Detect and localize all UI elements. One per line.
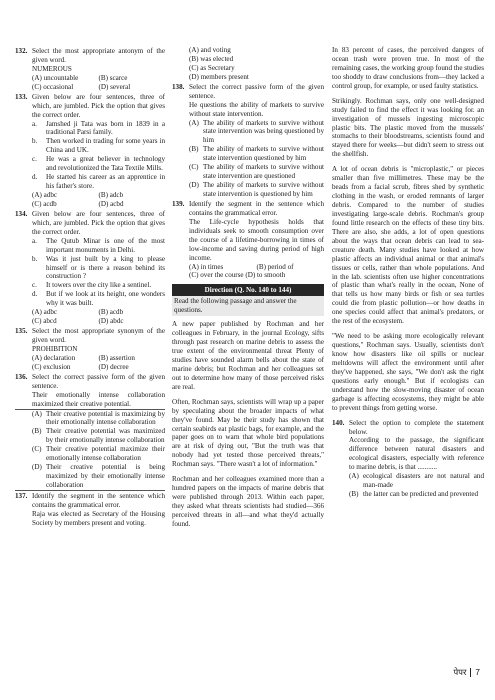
question-sentence: According to the passage, the significant difference between natural disasters and ecological disasters, especially with reference to marine debris, is that ...........: [349, 436, 484, 472]
sentence-item: a. Jamshed ji Tata was born in 1839 in a traditional Parsi family.: [32, 119, 165, 137]
page-footer: [453, 667, 480, 678]
question-text: Identify the segment in the sentence which contains the grammatical error.: [189, 199, 324, 217]
option: (C) as Secretary: [189, 63, 235, 72]
column-left: [15, 46, 165, 528]
question-number: 134.: [15, 209, 28, 218]
question-number: 135.: [15, 327, 28, 336]
passage-paragraph: Strikingly. Rochman says, only one well-designed study failed to find the effect it was looking for. an investigation of mussels ingesting microscopic plastic bits. The plastic moved from the mussels' stomachs to their bloodstreams, scientists found and stayed there for weeks—but didn't seem to stress out the shellfish.: [332, 96, 484, 159]
question-139: [172, 200, 324, 218]
option: (B) was elected: [189, 54, 234, 63]
question-sentence: Raja was elected as Secretary of the Housing Society by members present and voting.: [32, 509, 165, 527]
option: (C) acdb: [32, 199, 57, 208]
column-right: [332, 46, 484, 499]
option: (C) abcd: [32, 317, 57, 326]
options-135: [15, 354, 165, 372]
option: (C) exclusion: [32, 362, 71, 371]
passage-paragraph: A lot of ocean debris is "microplastic," or pieces smaller than five millimetres. These may be the beads from a facial scrub, fibres shed by synthetic clothing in the wash, or eroded remnants of larger debris. Compared to the number of studies investigating large-scale debris. Rochman's group found little research on the effects of these tiny bits. There are also, she adds, a lot of open questions about the ways that ocean debris can lead to sea-creature death. Many studies have looked at how plastic affects an individual animal or that animal's tissues or cells, rather than whole populations. And in the lab. scientists often use higher concentrations of plastic than what's really in the ocean, None of that tells us how many birds or fish or sea turtles could die from plastic pollution—or how deaths in one species could affect that animal's predators, or the rest of the ecosystem.: [332, 165, 484, 326]
option: (D) The ability of markets to survive without state intervention is questioned by him: [189, 181, 324, 198]
option: (D) acbd: [98, 199, 124, 208]
option: (B) adcb: [98, 191, 124, 199]
options-133: [15, 191, 165, 209]
options-134: [15, 308, 165, 326]
question-text: Given below are four sentences, three of which, are jumbled. Pick the option that gives the correct order.: [32, 92, 165, 119]
directions-text: Read the following passage and answer the questions.: [172, 296, 324, 316]
question-text: Select the correct passive form of the given sentence.: [189, 82, 324, 100]
passage-paragraph: Rochman and her colleagues examined more than a hundred papers on the impacts of marine debris that were published through 2013. Within each paper, they asked what threats scientists had studied—366 perceived threats in all—and what they'd actually found.: [172, 475, 324, 528]
column-middle: [172, 46, 324, 535]
options-137: [172, 46, 324, 82]
option: (D) members present: [189, 72, 249, 81]
option: (D) several: [98, 82, 131, 91]
options-139: [172, 263, 324, 272]
question-text: Select the option to complete the statement below.: [349, 418, 484, 436]
question-137: [15, 492, 165, 510]
sentence-item: b. Then worked in trading for some years in China and UK.: [32, 137, 165, 155]
footer-divider: [470, 668, 471, 677]
option: (D) Their creative potential is being maximized by their emotionally intense collaboration: [32, 463, 165, 489]
option: (A) The ability of markets to survive without state intervention was being questioned by him: [189, 118, 324, 145]
option: (B) scarce: [98, 73, 128, 82]
option: (A) declaration: [32, 353, 76, 362]
page-number: 7: [475, 667, 480, 678]
question-number: 140.: [332, 418, 345, 427]
question-140: [332, 419, 484, 437]
passage-paragraph: "We need to be asking more ecologically relevant questions," Rochman says. Usually, scientists don't know how disasters like oil spills or nuclear meltdowns will affect the environment until after they've happened, she says, "We don't ask the right questions early enough." But if ecologists can understand how the slow-moving disaster of ocean garbage is affecting ecosystems, they might be able to prevent things from getting worse.: [332, 332, 484, 412]
sentence-item: d. He started his career as an apprentice in his father's store.: [32, 173, 165, 191]
question-number: 133.: [15, 92, 28, 101]
option: (C) The ability of markets to survive without state intervention are questioned: [189, 163, 324, 181]
question-136: [15, 373, 165, 391]
option: (B) period of: [256, 262, 294, 271]
option: (A) and voting: [189, 46, 231, 54]
question-number: 136.: [15, 372, 28, 381]
question-sentence: Their emotionally intense collaboration maximized their creative potential.: [32, 390, 165, 408]
question-sentence: He questions the ability of markets to survive without state intervention.: [189, 100, 324, 118]
question-text: Select the correct passive form of the given sentence.: [32, 372, 165, 390]
option: (C) occasional: [32, 82, 74, 91]
sentence-item: c. He was a great believer in technology and revolutionized the Tata Textile Mills.: [32, 155, 165, 173]
directions-heading: Direction (Q. No. 140 to 144): [172, 284, 324, 296]
question-134: [15, 210, 165, 237]
question-text: Select the most appropriate synonym of the given word.: [32, 327, 165, 344]
question-text: Identify the segment in the sentence which contains the grammatical error.: [32, 491, 165, 509]
question-133: [15, 93, 165, 120]
question-number: 139.: [172, 199, 185, 208]
options-132: [15, 74, 165, 92]
option: (A) adbc: [32, 191, 58, 199]
option: (A) adbc: [32, 308, 58, 317]
option: (A) in times: [189, 262, 224, 271]
question-number: 137.: [15, 491, 28, 500]
question-number: 132.: [15, 47, 28, 55]
sentence-item: d. But if we look at its height, one wonders why it was built.: [32, 290, 165, 308]
option: (C) Their creative potential maximize their emotionally intense collaboration: [32, 445, 165, 463]
sentence-item: a. The Qutub Minar is one of the most important monuments in Delhi.: [32, 236, 165, 254]
option: (B) Their creative potential was maximized by their emotionally intense collaboration: [32, 427, 165, 445]
question-135: [15, 327, 165, 345]
question-138: [172, 83, 324, 101]
question-132: [15, 47, 165, 65]
question-sentence: The Life-cycle hypothesis holds that individuals seek to smooth consumption over the course of a lifetime-borrowing in times of low-income and saving during period of high income.: [189, 217, 324, 262]
passage-paragraph: A new paper published by Rochman and her colleagues in February, in the journal Ecology, sifts through past research on marine debris to assess the true extent of the environmental threat Plenty of studies have sounded alarm bells about the state of marine debris; but Rochman and her colleagues set out to determine how many of those perceived risks are real.: [172, 320, 324, 391]
footer-label: पेपर: [453, 667, 467, 678]
options-136: [15, 409, 165, 491]
question-text: Given below are four sentences, three of which, are jumbled. Pick the option that gives the correct order.: [32, 209, 165, 236]
option: (C) over the course (D) to smooth: [189, 271, 286, 280]
sentence-item: b. Was it just built by a king to please himself or is there a reason behind its construction ?: [32, 254, 165, 281]
passage-paragraph: Often, Rochman says, scientists will wrap up a paper by speculating about the broader impacts of what they've found. May be their study has shown that certain seabirds eat plastic bags, for example, and the paper goes on to warn that whole bird populations are at risk of dying out, "But the truth was that nobody had yet tested those perceived threats," Rochman says. "There wasn't a lot of information.": [172, 397, 324, 469]
option: (D) decree: [98, 362, 129, 371]
passage-paragraph: In 83 percent of cases, the perceived dangers of ocean trash were proven true. In most of the remaining cases, the working group found the studies too shoddy to draw conclusions from—they lacked a control group, for example, or used faulty statistics.: [332, 46, 484, 90]
sentence-item: c. It towers over the city like a sentinel.: [32, 281, 152, 290]
option: (B) The ability of markets to survive without state intervention questioned by him: [189, 145, 324, 163]
question-number: 138.: [172, 82, 185, 91]
option: (B) assertion: [98, 353, 135, 362]
question-text: Select the most appropriate antonym of the given word.: [32, 47, 165, 64]
option: (A) Their creative potential is maximizing by their emotionally intense collaboration: [32, 409, 165, 427]
option: (B) the latter can be predicted and prevented: [349, 490, 479, 499]
question-word: NUMEROUS: [32, 64, 72, 73]
option: (D) abdc: [98, 317, 124, 326]
option: (B) acdb: [98, 308, 124, 317]
option: (A) ecological disasters are not natural and man-made: [349, 472, 484, 490]
option: (A) uncountable: [32, 73, 79, 82]
question-word: PROHIBITION: [32, 344, 78, 353]
